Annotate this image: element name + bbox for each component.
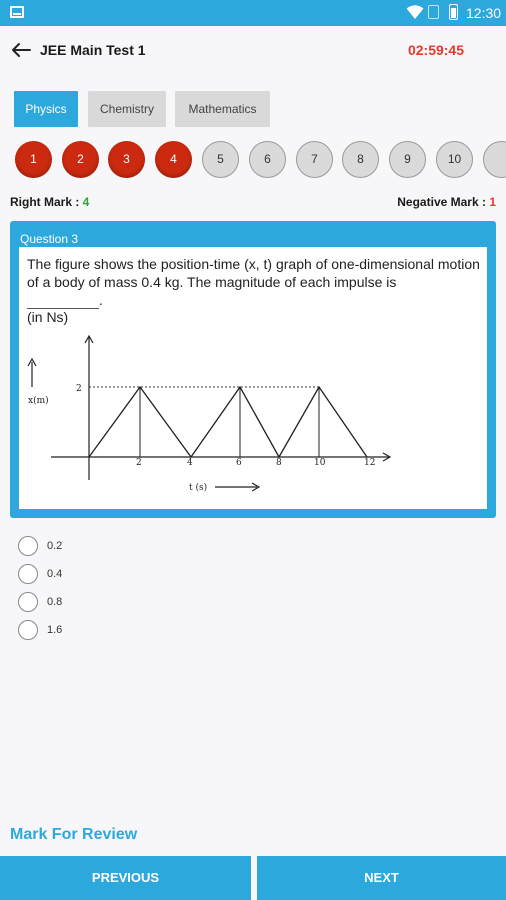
question-body xyxy=(19,247,487,509)
tab-chemistry[interactable]: Chemistry xyxy=(88,91,166,127)
option-4-label: 1.6 xyxy=(47,624,63,636)
y-axis-label: x(m) xyxy=(28,396,49,406)
question-number-5[interactable]: 5 xyxy=(202,141,239,178)
question-text: The figure shows the position-time (x, t) graph of one-dimensional motion of a body of mass 0.4 kg. The magnitude of each impulse is . xyxy=(27,256,480,308)
tab-mathematics[interactable]: Mathematics xyxy=(175,91,270,127)
page-title: JEE Main Test 1 xyxy=(40,42,146,58)
position-curve xyxy=(89,387,367,457)
x-tick-4: 4 xyxy=(187,458,193,468)
question-number-10[interactable]: 10 xyxy=(436,141,473,178)
next-button[interactable]: NEXT xyxy=(257,856,506,900)
question-label: Question 3 xyxy=(20,232,79,246)
y-tick-2: 2 xyxy=(76,384,82,394)
right-mark-value: 4 xyxy=(82,195,90,209)
question-number-8[interactable]: 8 xyxy=(342,141,379,178)
negative-mark xyxy=(397,195,496,209)
x-tick-6: 6 xyxy=(236,458,242,468)
question-number-7[interactable]: 7 xyxy=(296,141,333,178)
question-number-3[interactable]: 3 xyxy=(108,141,145,178)
option-4-radio[interactable] xyxy=(18,620,38,640)
arrow-left-icon[interactable] xyxy=(10,40,32,60)
right-mark-label: Right Mark : xyxy=(10,195,83,209)
screen-icon xyxy=(10,6,24,18)
option-3-radio[interactable] xyxy=(18,592,38,612)
wifi-icon xyxy=(406,4,424,20)
countdown-timer: 02:59:45 xyxy=(407,42,464,58)
status-bar xyxy=(0,0,506,26)
question-number-6[interactable]: 6 xyxy=(249,141,286,178)
right-mark xyxy=(10,195,89,209)
question-number-partial[interactable] xyxy=(483,141,506,178)
question-number-1[interactable]: 1 xyxy=(15,141,52,178)
option-3[interactable] xyxy=(18,591,218,613)
question-number-strip[interactable] xyxy=(0,141,506,179)
status-time: 12:30 xyxy=(466,5,502,21)
option-2-radio[interactable] xyxy=(18,564,38,584)
position-time-graph xyxy=(19,335,487,507)
x-tick-12: 12 xyxy=(364,458,376,468)
question-number-9[interactable]: 9 xyxy=(389,141,426,178)
question-card xyxy=(10,221,496,518)
previous-button[interactable]: PREVIOUS xyxy=(0,856,251,900)
question-number-2[interactable]: 2 xyxy=(62,141,99,178)
x-tick-8: 8 xyxy=(276,458,282,468)
tab-physics[interactable]: Physics xyxy=(14,91,78,127)
mark-for-review-link[interactable]: Mark For Review xyxy=(10,826,138,843)
x-tick-10: 10 xyxy=(314,458,326,468)
x-tick-2: 2 xyxy=(136,458,142,468)
option-1-radio[interactable] xyxy=(18,536,38,556)
sim-icon xyxy=(428,5,439,19)
option-4[interactable] xyxy=(18,619,218,641)
question-text-content: The figure shows the position-time (x, t) graph of one-dimensional motion of a body of mass 0.4 kg. The magnitude of each impulse is xyxy=(27,256,480,290)
option-1-label: 0.2 xyxy=(47,540,63,552)
option-1[interactable] xyxy=(18,535,218,557)
option-2[interactable] xyxy=(18,563,218,585)
x-axis-label: t (s) xyxy=(189,483,208,493)
answer-blank xyxy=(27,297,99,309)
negative-mark-value: 1 xyxy=(489,195,496,209)
option-3-label: 0.8 xyxy=(47,596,63,608)
battery-icon xyxy=(449,4,458,20)
option-2-label: 0.4 xyxy=(47,568,63,580)
app-bar xyxy=(0,26,506,76)
question-number-4[interactable]: 4 xyxy=(155,141,192,178)
question-unit: (in Ns) xyxy=(27,309,69,325)
negative-mark-label: Negative Mark : xyxy=(397,195,490,209)
marks-row xyxy=(10,195,496,211)
